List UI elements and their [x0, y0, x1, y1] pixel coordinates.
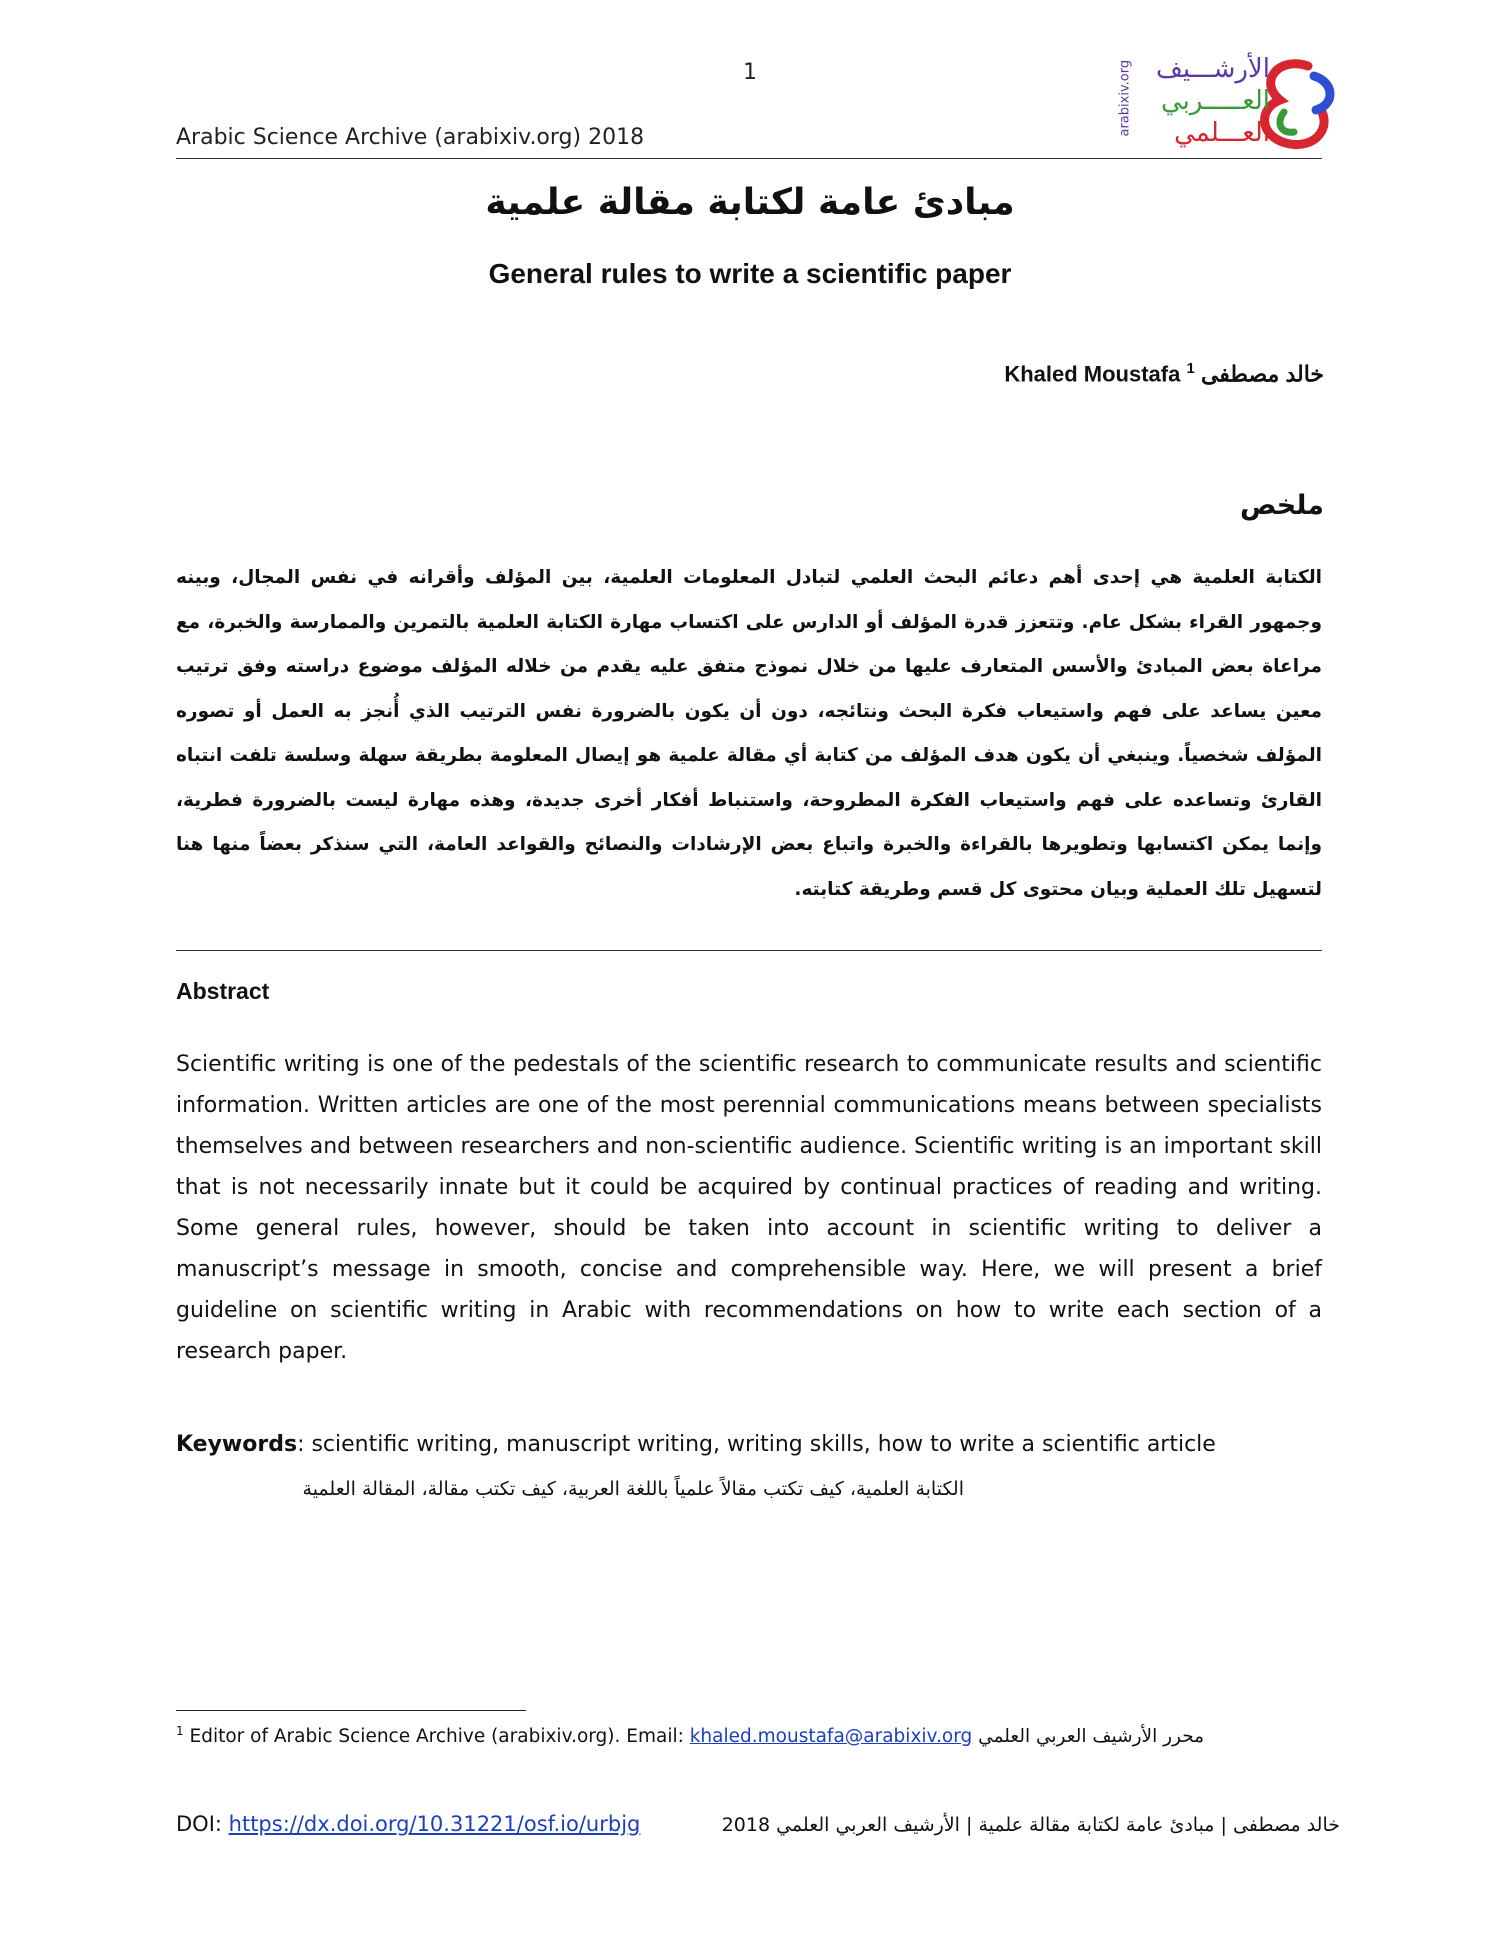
- english-title: General rules to write a scientific paper: [488, 258, 1012, 289]
- arabic-title: مبادئ عامة لكتابة مقالة علمية: [485, 182, 1015, 223]
- keywords-arabic: الكتابة العلمية، كيف تكتب مقالاً علمياً باللغة العربية، كيف تكتب مقالة، المقالة العلمية: [302, 1478, 964, 1500]
- arabic-abstract-text: الكتابة العلمية هي إحدى أهم دعائم البحث العلمي لتبادل المعلومات العلمية، بين المؤلف وأقرانه في نفس المجال، وبينه وجمهور القراء بشكل عام. وتتعزز قدرة المؤلف أو الدارس على اكتساب مهارة الكتابة العلمية بالتمرين والممارسة والخبرة، مع مراعاة بعض المبادئ والأسس المتعارف عليها من خلال نموذج متفق عليه يقدم من خلاله المؤلف موضوع دراسته وفق ترتيب معين يساعد على فهم واستيعاب فكرة البحث ونتائجه، دون أن يكون بالضرورة نفس الترتيب الذي أُنجز به العمل أو تصوره المؤلف شخصياً. وينبغي أن يكون هدف المؤلف من كتابة أي مقالة علمية هو إيصال المعلومة بطريقة سهلة وسلسة تلفت انتباه القارئ وتساعده على فهم واستيعاب الفكرة المطروحة، واستنباط أفكار أخرى جديدة، وهذه مهارة ليست بالضرورة فطرية، وإنما يمكن اكتسابها وتطويرها بالقراءة والخبرة واتباع بعض الإرشادات والنصائح والقواعد العامة، التي سنذكر بعضاً منها هنا لتسهيل تلك العملية وبيان محتوى كل قسم وطريقة كتابته.: [176, 567, 1322, 900]
- author-english-name: Khaled Moustafa: [1004, 361, 1181, 387]
- english-abstract-text: Scientific writing is one of the pedestals of the scientific research to communicate results and scientific information. Written articles are one of the most perennial communications means between specialists themselves and between researchers and non-scientific audience. Scientific writing is an important skill that is not necessarily innate but it could be acquired by continual practices of reading and writing. Some general rules, however, should be taken into account in scientific writing to deliver a manuscript’s message in smooth, concise and comprehensible way. Here, we will present a brief guideline on scientific writing in Arabic with recommendations on how to write each section of a research paper.: [176, 1052, 1322, 1364]
- arabic-abstract-heading: ملخص: [1239, 490, 1324, 521]
- footnote: [176, 1724, 1376, 1747]
- footnote-email-link[interactable]: khaled.moustafa@arabixiv.org: [689, 1726, 973, 1748]
- logo-line-3: العـــلمي: [1174, 118, 1270, 148]
- english-abstract-heading: Abstract: [176, 978, 270, 1004]
- doi-label: DOI:: [176, 1812, 229, 1836]
- author-arabic-name: خالد مصطفى: [1200, 361, 1324, 387]
- keywords-english: [176, 1432, 1336, 1457]
- footer-arabic: خالد مصطفى | مبادئ عامة لكتابة مقالة علمية | الأرشيف العربي العلمي 2018: [721, 1814, 1340, 1836]
- doi-link[interactable]: https://dx.doi.org/10.31221/osf.io/urbjg: [228, 1812, 641, 1836]
- footnote-mark: 1: [176, 1724, 184, 1738]
- logo-url-text: arabixiv.org: [1117, 59, 1133, 137]
- running-head: Arabic Science Archive (arabixiv.org) 2018: [176, 125, 645, 150]
- footnote-arabic: محرر الأرشيف العربي العلمي: [978, 1726, 1205, 1748]
- keywords-english-list: : scientific writing, manuscript writing, writing skills, how to write a scientific article: [297, 1432, 1216, 1457]
- author-footnote-mark: 1: [1186, 360, 1195, 377]
- abstract-divider: [176, 950, 1322, 951]
- doi-line: [176, 1812, 640, 1836]
- logo-line-2: العـــــربي: [1160, 86, 1270, 116]
- logo-line-1: الأرشـــيف: [1155, 54, 1270, 84]
- footnote-divider: [176, 1710, 526, 1711]
- page-number: 1: [743, 60, 757, 85]
- footnote-text: Editor of Arabic Science Archive (arabixiv.org). Email:: [183, 1726, 690, 1748]
- author-line: [1004, 360, 1324, 387]
- keywords-label: Keywords: [176, 1432, 298, 1457]
